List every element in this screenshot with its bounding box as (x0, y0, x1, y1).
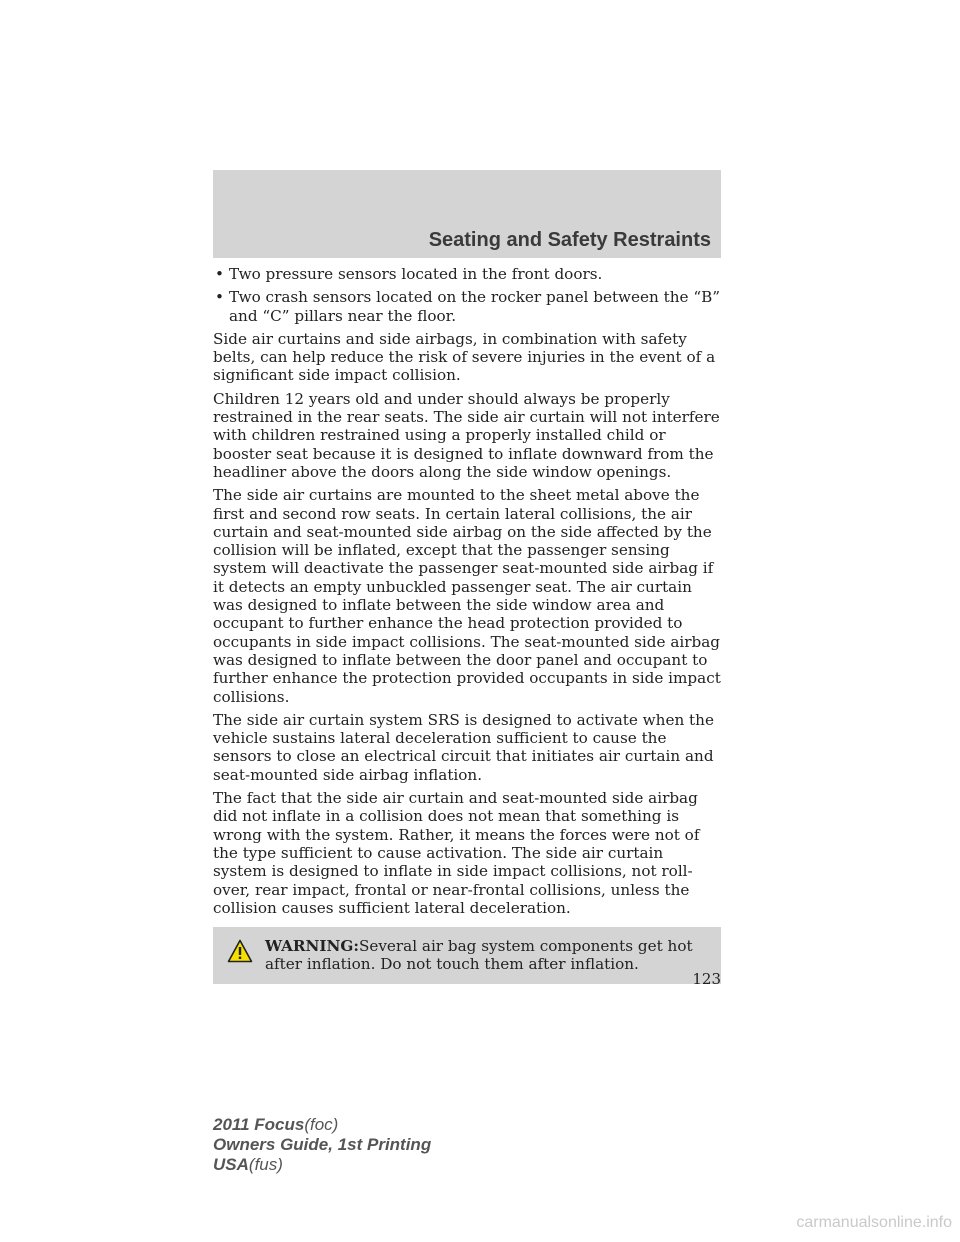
footer-model-code: (foc) (304, 1115, 339, 1134)
bullet-item (213, 265, 721, 283)
bullet-item (213, 288, 721, 325)
warning-box (213, 927, 721, 984)
footer-market: USA (213, 1155, 249, 1174)
section-title: Seating and Safety Restraints (428, 229, 711, 251)
paragraph: Side air curtains and side airbags, in combination with safety belts, can help reduce the risk of severe injuries in the event of a significant side impact collision. (213, 329, 716, 385)
paragraph: Children 12 years old and under should always be properly restrained in the rear seats. The side air curtain will not interfere with children restrained using a properly installed child or booster seat because it is designed to inflate downward from the headliner above the doors along the side window openings. (213, 389, 720, 481)
footer-market-code: (fus) (248, 1155, 283, 1174)
paragraph: The fact that the side air curtain and seat-mounted side airbag did not inflate in a collision does not mean that something is wrong with the system. Rather, it means the forces were not of the type sufficient to cause activation. The side air curtain system is designed to inflate in side impact collisions, not roll-over, rear impact, frontal or near-frontal collisions, unless the collision causes sufficient lateral deceleration. (213, 789, 700, 917)
section-header-band (213, 170, 721, 258)
page-number: 123 (692, 970, 721, 988)
warning-triangle-icon (227, 939, 253, 963)
watermark: carmanualsonline.info (796, 1214, 952, 1231)
footer-line-edition (213, 1135, 431, 1155)
body-content (213, 265, 721, 984)
paragraph: The side air curtain system SRS is designed to activate when the vehicle sustains lateral deceleration sufficient to cause the sensors to close an electrical circuit that initiates air curtain and seat-mounted side airbag inflation. (213, 710, 714, 784)
footer-line-market (213, 1155, 431, 1175)
footer-edition: Owners Guide, 1st Printing (213, 1135, 432, 1154)
bullet-dot: • (215, 288, 224, 307)
print-footer (213, 1115, 431, 1175)
paragraph: The side air curtains are mounted to the sheet metal above the first and second row seats. In certain lateral collisions, the air curtain and seat-mounted side airbag on the side affected by the collision will be inflated, except that the passenger sensing system will deactivate the passenger seat-mounted side airbag if it detects an empty unbuckled passenger seat. The air curtain was designed to inflate between the side window area and occupant to further enhance the head protection provided to occupants in side impact collisions. The seat-mounted side airbag was designed to inflate between the door panel and occupant to further enhance the protection provided occupants in side impact collisions. (213, 486, 721, 706)
warning-text: Several air bag system components get hot after inflation. Do not touch them after inflation. (265, 937, 693, 974)
bullet-dot: • (215, 265, 224, 283)
bullet-text: Two crash sensors located on the rocker panel between the “B” and “C” pillars near the floor. (229, 288, 721, 325)
footer-model: 2011 Focus (213, 1115, 305, 1134)
warning-label: WARNING: (265, 937, 359, 956)
bullet-text: Two pressure sensors located in the front doors. (229, 265, 603, 283)
footer-line-model (213, 1115, 431, 1135)
